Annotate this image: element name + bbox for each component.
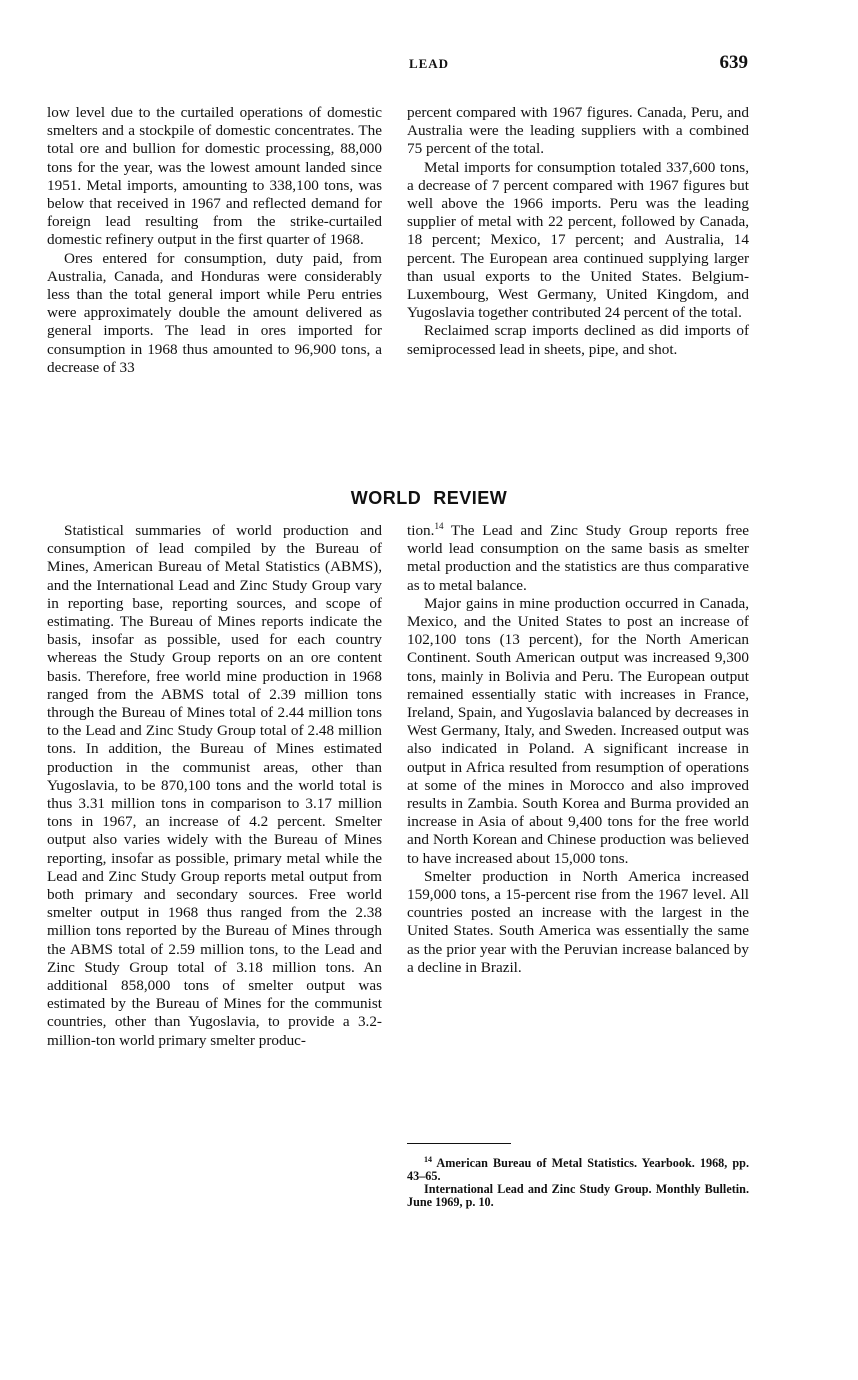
running-head: LEAD — [408, 56, 450, 71]
paragraph: low level due to the curtailed operations of domestic smelters and a stockpile of domestic concentrates. The total ore and bullion for domestic processing, 88,000 tons for the year, was the lowest amount landed since 1951. Metal imports, amounting to 338,100 tons, was below that received in 1967 and reflected demand for foreign lead resulting from the strike-curtailed domestic refinery output in the first quarter of 1968. — [47, 104, 382, 249]
paragraph: Statistical summaries of world production and consumption of lead compiled by the Bureau of Mines, American Bureau of Metal Statistics (ABMS), and the International Lead and Zinc Study Group vary in reporting base, reporting sources, and scope of estimating. The Bureau of Mines reports indicate the basis, insofar as possible, used for each country whereas the Study Group reports on an ore content basis. Therefore, free world mine production in 1968 ranged from the ABMS total of 2.39 million tons through the Bureau of Mines total of 2.44 million tons to the Lead and Zinc Study Group total of 2.48 million tons. In addition, the Bureau of Mines estimated production in the communist areas, other than Yugoslavia, to be 870,100 tons and the world total is thus 3.31 million tons in comparison to 3.17 million tons in 1967, an increase of 4.2 percent. Smelter output also varies widely with the Bureau of Mines reporting, insofar as possible, primary metal while the Lead and Zinc Study Group reports metal output from both primary and secondary sources. Free world smelter output in 1968 thus ranged from the 2.38 million tons reported by the Bureau of Mines through the ABMS total of 2.59 million tons, to the Lead and Zinc Study Group total of 3.18 million tons. An additional 858,000 tons of smelter output was estimated by the Bureau of Mines for the communist countries, other than Yugoslavia, to provide a 3.2-million-ton world primary smelter produc- — [47, 522, 382, 1049]
footnote-reference: 14 — [434, 520, 444, 531]
section-heading-world-review — [0, 488, 858, 509]
top-left-column — [47, 104, 382, 377]
paragraph: Reclaimed scrap imports declined as did imports of semiprocessed lead in sheets, pipe, and shot. — [407, 322, 749, 358]
footnote: International Lead and Zinc Study Group. Monthly Bulletin. June 1969, p. 10. — [407, 1182, 749, 1209]
section-heading-word: WORLD — [350, 488, 422, 508]
text-run: The Lead and Zinc Study Group reports free world lead consumption on the same basis as smelter metal production and the statistics are thus comparative as to metal balance. — [407, 522, 749, 594]
footnotes — [407, 1154, 749, 1209]
paragraph — [407, 522, 749, 595]
text-run: tion. — [407, 522, 435, 539]
footnote-marker: 14 — [424, 1154, 432, 1164]
paragraph: Smelter production in North America increased 159,000 tons, a 15-percent rise from the 1967 level. All countries posted an increase with the largest in the United States. South America was essentially the same as the prior year with the Peruvian increase balanced by a decline in Brazil. — [407, 867, 749, 976]
paragraph: Ores entered for consumption, duty paid, from Australia, Canada, and Honduras were considerably less than the total general import while Peru entries were approximately double the amount delivered as general imports. The lead in ores imported for consumption in 1968 thus amounted to 96,900 tons, a decrease of 33 — [47, 249, 382, 376]
world-review-left-column — [47, 522, 382, 1050]
top-right-column — [407, 104, 749, 359]
section-heading-word: REVIEW — [433, 488, 508, 508]
paragraph: Metal imports for consumption totaled 337,600 tons, a decrease of 7 percent compared with 1967 figures but well above the 1966 imports. Peru was the leading supplier of metal with 22 percent, followed by Canada, 18 percent; Mexico, 17 percent; and Australia, 14 percent. The European area continued supplying larger than usual exports to the United States. Belgium-Luxembourg, West Germany, United Kingdom, and Yugoslavia together contributed 24 percent of the total. — [407, 158, 749, 322]
paragraph: Major gains in mine production occurred in Canada, Mexico, and the United States to post an increase of 102,100 tons (13 percent), for the North American Continent. South American output was increased 9,300 tons, mainly in Bolivia and Peru. The European output remained essentially static with increases in France, Ireland, Spain, and Yugoslavia balanced by decreases in West Germany, Italy, and Sweden. Increased output was also indicated in Poland. A significant increase in output in Africa resulted from resumption of operations at some of the mines in Morocco and also improved results in Zambia. South Korea and Burma provided an increase in Asia of about 9,400 tons for the free world and North Korean and Chinese production was believed to have increased about 15,000 tons. — [407, 594, 749, 867]
paragraph: percent compared with 1967 figures. Canada, Peru, and Australia were the leading suppliers with a combined 75 percent of the total. — [407, 104, 749, 158]
page-number: 639 — [719, 52, 748, 73]
footnote-text: American Bureau of Metal Statistics. Yearbook. 1968, pp. 43–65. — [407, 1156, 749, 1183]
footnote-divider — [407, 1143, 511, 1144]
footnote — [407, 1154, 749, 1183]
world-review-right-column — [407, 522, 749, 977]
